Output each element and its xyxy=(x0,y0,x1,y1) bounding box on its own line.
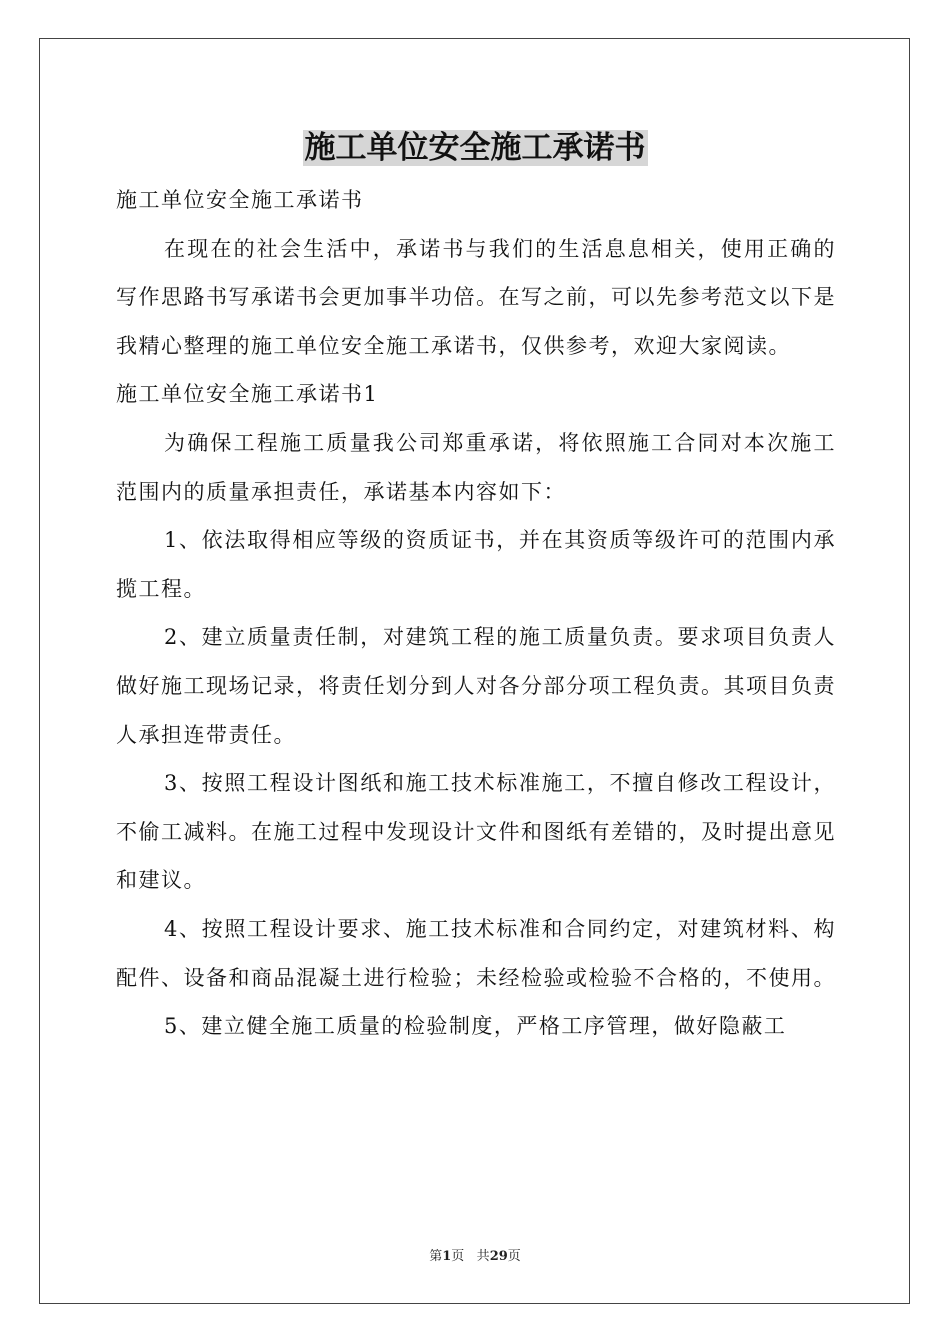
paragraph: 在现在的社会生活中，承诺书与我们的生活息息相关，使用正确的写作思路书写承诺书会更加事半功倍。在写之前，可以先参考范文以下是我精心整理的施工单位安全施工承诺书，仅供参考，欢迎大家阅读。 xyxy=(116,236,836,358)
paragraph: 施工单位安全施工承诺书 xyxy=(116,188,364,212)
page-footer xyxy=(0,1248,950,1266)
total-pages: 29 xyxy=(489,1249,508,1264)
paragraph: 1、依法取得相应等级的资质证书，并在其资质等级许可的范围内承揽工程。 xyxy=(116,528,836,601)
total-label-prefix: 共 xyxy=(476,1249,490,1264)
paragraph: 4、按照工程设计要求、施工技术标准和合同约定，对建筑材料、构配件、设备和商品混凝土进行检验；未经检验或检验不合格的，不使用。 xyxy=(116,916,836,990)
paragraph: 2、建立质量责任制，对建筑工程的施工质量负责。要求项目负责人做好施工现场记录，将责任划分到人对各分部分项工程负责。其项目负责人承担连带责任。 xyxy=(116,625,836,747)
document-title-text: 施工单位安全施工承诺书 xyxy=(304,130,646,166)
total-label-suffix: 页 xyxy=(507,1249,521,1264)
document-title xyxy=(0,126,950,170)
document-body xyxy=(116,176,836,1051)
paragraph: 为确保工程施工质量我公司郑重承诺，将依照施工合同对本次施工范围内的质量承担责任，承诺基本内容如下： xyxy=(116,430,836,504)
paragraph: 5、建立健全施工质量的检验制度，严格工序管理，做好隐蔽工 xyxy=(164,1014,787,1039)
page-label-suffix: 页 xyxy=(451,1249,465,1264)
paragraph: 施工单位安全施工承诺书1 xyxy=(116,382,379,407)
paragraph: 3、按照工程设计图纸和施工技术标准施工，不擅自修改工程设计，不偷工减料。在施工过程中发现设计文件和图纸有差错的，及时提出意见和建议。 xyxy=(116,771,836,893)
page-label-prefix: 第 xyxy=(429,1249,443,1264)
page-number: 1 xyxy=(442,1249,452,1264)
